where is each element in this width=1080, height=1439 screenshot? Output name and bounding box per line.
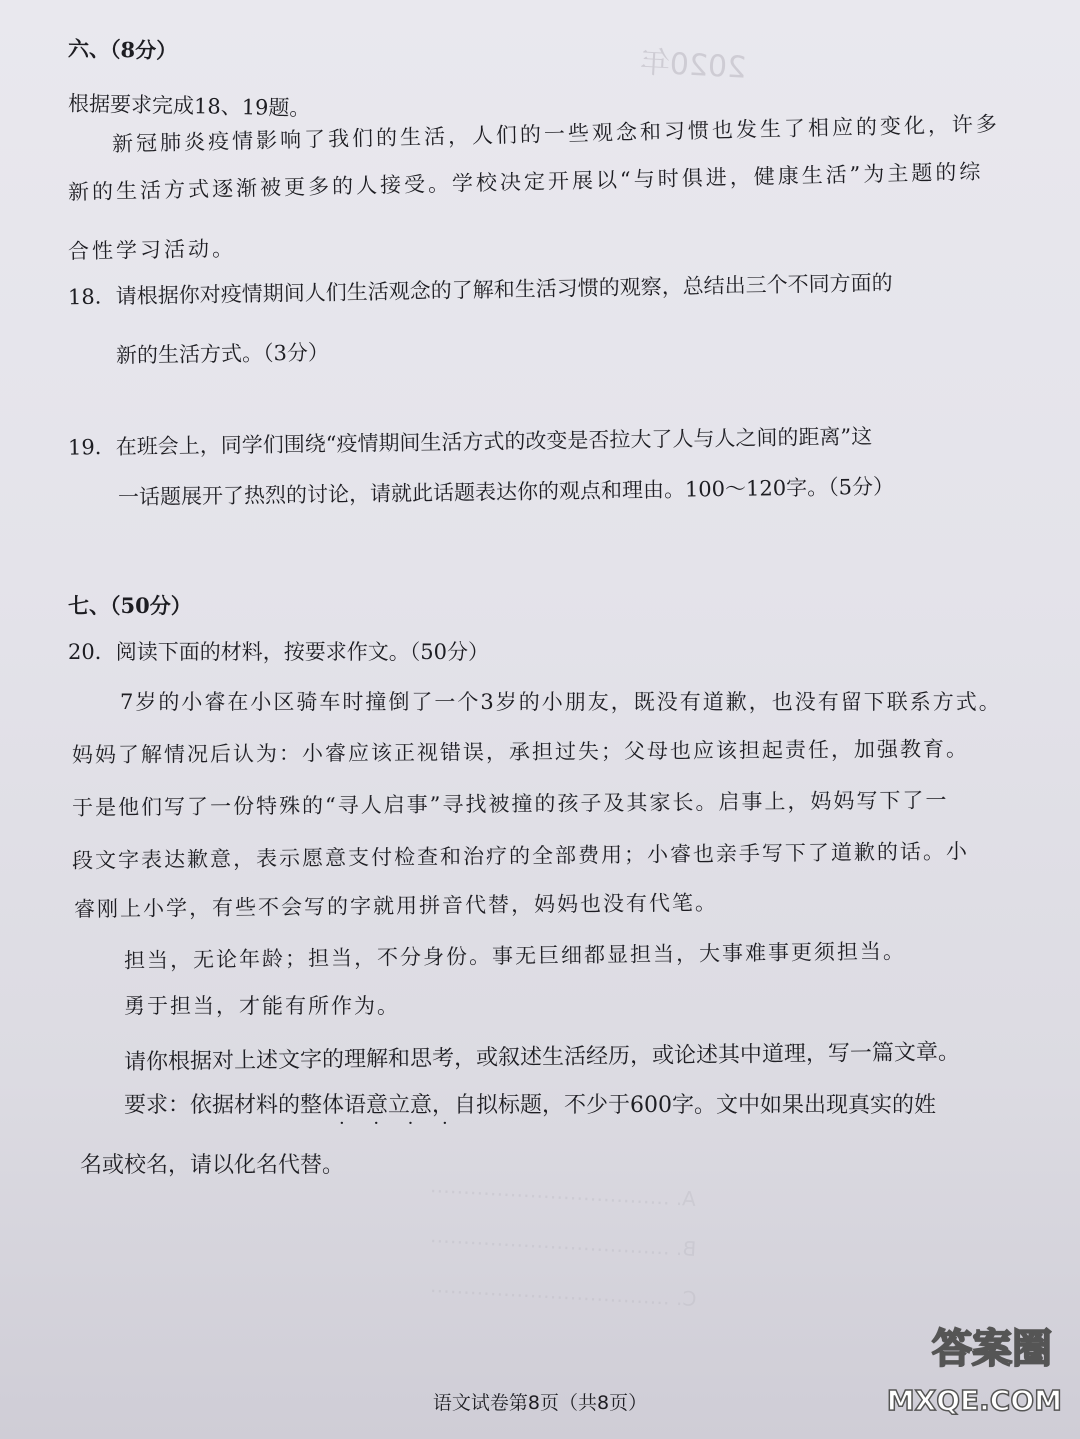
section-6-instruction: 根据要求完成18、19题。 — [67, 91, 311, 121]
question-20: 20．阅读下面的材料，按要求作文。（50分） — [68, 640, 489, 664]
site-watermark — [886, 1317, 1062, 1417]
emphasis-dots: · · · · — [339, 1113, 448, 1134]
essay-prompt: 请你根据对上述文字的理解和思考，或叙述生活经历，或论述其中道理，写一篇文章。 — [123, 1039, 961, 1076]
section-6-header: 六、（8分） — [67, 35, 178, 64]
material-line: 段文字表达歉意，表示愿意支付检查和治疗的全部费用；小睿也亲手写下了道歉的话。小 — [71, 839, 970, 873]
essay-requirement: 要求：依据材料的整体语意立意，自拟标题，不少于600字。文中如果出现真实的姓 — [124, 1093, 936, 1118]
quote-line-2: 勇于担当，才能有所作为。 — [124, 994, 400, 1018]
quote-line-1: 担当，无论年龄；担当，不分身份。事无巨细都显担当，大事难事更须担当。 — [123, 939, 907, 973]
material-line: 7岁的小睿在小区骑车时撞倒了一个3岁的小朋友，既没有道歉，也没有留下联系方式。 — [120, 690, 1002, 714]
question-18: 18．请根据你对疫情期间人们生活观念的了解和生活习惯的观察，总结出三个不同方面的 — [67, 270, 893, 310]
watermark-logo: 答案圈 — [932, 1326, 1052, 1372]
intro-line: 新的生活方式逐渐被更多的人接受。学校决定开展以“与时俱进，健康生活”为主题的综 — [67, 159, 984, 205]
page-footer: 语文试卷第8页（共8页） — [432, 1392, 648, 1414]
material-line: 睿刚上小学，有些不会写的字就用拼音代替，妈妈也没有代笔。 — [73, 890, 719, 922]
question-18-cont: 新的生活方式。（3分） — [115, 340, 330, 368]
watermark-url: MXQE.COM — [886, 1384, 1062, 1417]
material-line: 于是他们写了一份特殊的“寻人启事”寻找被撞的孩子及其家长。启事上，妈妈写下了一 — [71, 788, 949, 820]
bleed-through-text: B. ……………………………… — [429, 1223, 697, 1261]
question-19: 19．在班会上，同学们围绕“疫情期间生活方式的改变是否拉大了人与人之间的距离”这 — [67, 424, 873, 460]
essay-requirement-cont: 名或校名，请以化名代替。 — [80, 1153, 345, 1178]
section-7-header: 七、（50分） — [68, 593, 192, 618]
intro-line: 新冠肺炎疫情影响了我们的生活，人们的一些观念和习惯也发生了相应的变化，许多 — [111, 111, 1001, 157]
material-line: 妈妈了解情况后认为：小睿应该正视错误，承担过失；父母也应该担起责任，加强教育。 — [71, 736, 970, 768]
bleed-through-text: A. ……………………………… — [429, 1173, 697, 1211]
intro-line: 合性学习活动。 — [67, 236, 237, 264]
bleed-through-text: C. ……………………………… — [429, 1273, 698, 1311]
bleed-through-text: 2020年 — [638, 45, 748, 86]
question-19-cont: 一话题展开了热烈的讨论，请就此话题表达你的观点和理由。100～120字。（5分） — [117, 474, 895, 510]
